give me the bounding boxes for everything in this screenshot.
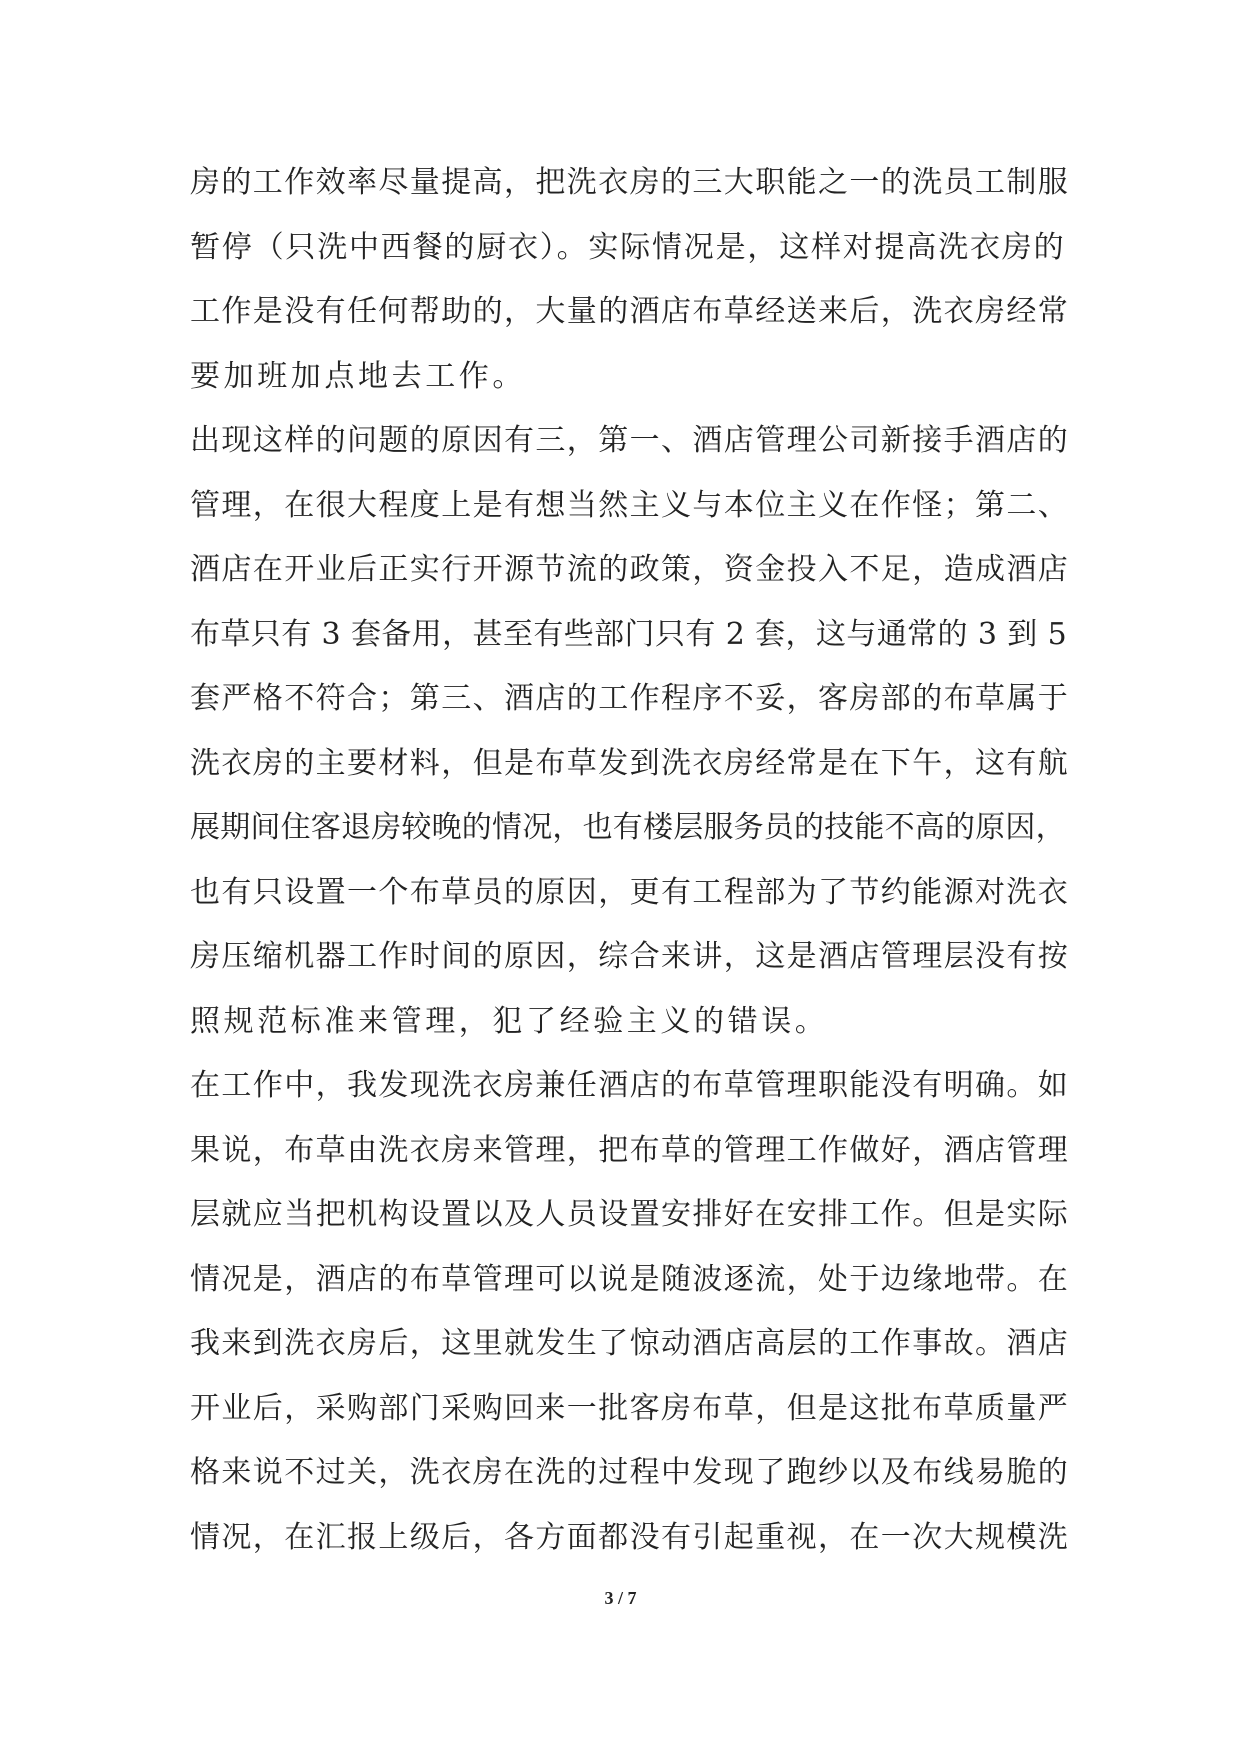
body-text xyxy=(190,151,1070,1570)
text-line: 要加班加点地去工作。 xyxy=(190,358,526,394)
text-line: 套严格不符合；第三、酒店的工作程序不妥，客房部的布草属于 xyxy=(190,681,1070,716)
text-line: 出现这样的问题的原因有三，第一、酒店管理公司新接手酒店的 xyxy=(190,423,1070,458)
text-line: 管理，在很大程度上是有想当然主义与本位主义在作怪；第二、 xyxy=(190,487,1070,523)
text-line: 房压缩机器工作时间的原因，综合来讲，这是酒店管理层没有按 xyxy=(190,939,1070,974)
text-line: 格来说不过关，洗衣房在洗的过程中发现了跑纱以及布线易脆的 xyxy=(190,1455,1070,1490)
text-line: 展期间住客退房较晚的情况，也有楼层服务员的技能不高的原因， xyxy=(190,810,1066,845)
text-line: 层就应当把机构设置以及人员设置安排好在安排工作。但是实际 xyxy=(190,1197,1070,1232)
text-line: 酒店在开业后正实行开源节流的政策，资金投入不足，造成酒店 xyxy=(190,552,1070,587)
text-line: 暂停（只洗中西餐的厨衣）。实际情况是，这样对提高洗衣房的 xyxy=(190,229,1066,265)
text-line: 我来到洗衣房后，这里就发生了惊动酒店高层的工作事故。酒店 xyxy=(190,1326,1070,1361)
page-number: 3 / 7 xyxy=(604,1588,637,1608)
text-line: 照规范标准来管理，犯了经验主义的错误。 xyxy=(190,1003,829,1039)
text-line: 在工作中，我发现洗衣房兼任酒店的布草管理职能没有明确。如 xyxy=(190,1068,1070,1103)
text-line: 工作是没有任何帮助的，大量的酒店布草经送来后，洗衣房经常 xyxy=(190,294,1070,329)
text-line: 洗衣房的主要材料，但是布草发到洗衣房经常是在下午，这有航 xyxy=(190,745,1070,781)
text-line: 布草只有 3 套备用，甚至有些部门只有 2 套，这与通常的 3 到 5 xyxy=(190,616,1068,652)
text-line: 开业后，采购部门采购回来一批客房布草，但是这批布草质量严 xyxy=(190,1390,1070,1426)
text-line: 情况是，酒店的布草管理可以说是随波逐流，处于边缘地带。在 xyxy=(190,1261,1070,1297)
text-line: 也有只设置一个布草员的原因，更有工程部为了节约能源对洗衣 xyxy=(190,874,1070,910)
text-line: 房的工作效率尽量提高，把洗衣房的三大职能之一的洗员工制服 xyxy=(190,165,1070,200)
text-line: 情况，在汇报上级后，各方面都没有引起重视，在一次大规模洗 xyxy=(190,1519,1070,1555)
text-line: 果说，布草由洗衣房来管理，把布草的管理工作做好，酒店管理 xyxy=(190,1132,1070,1168)
